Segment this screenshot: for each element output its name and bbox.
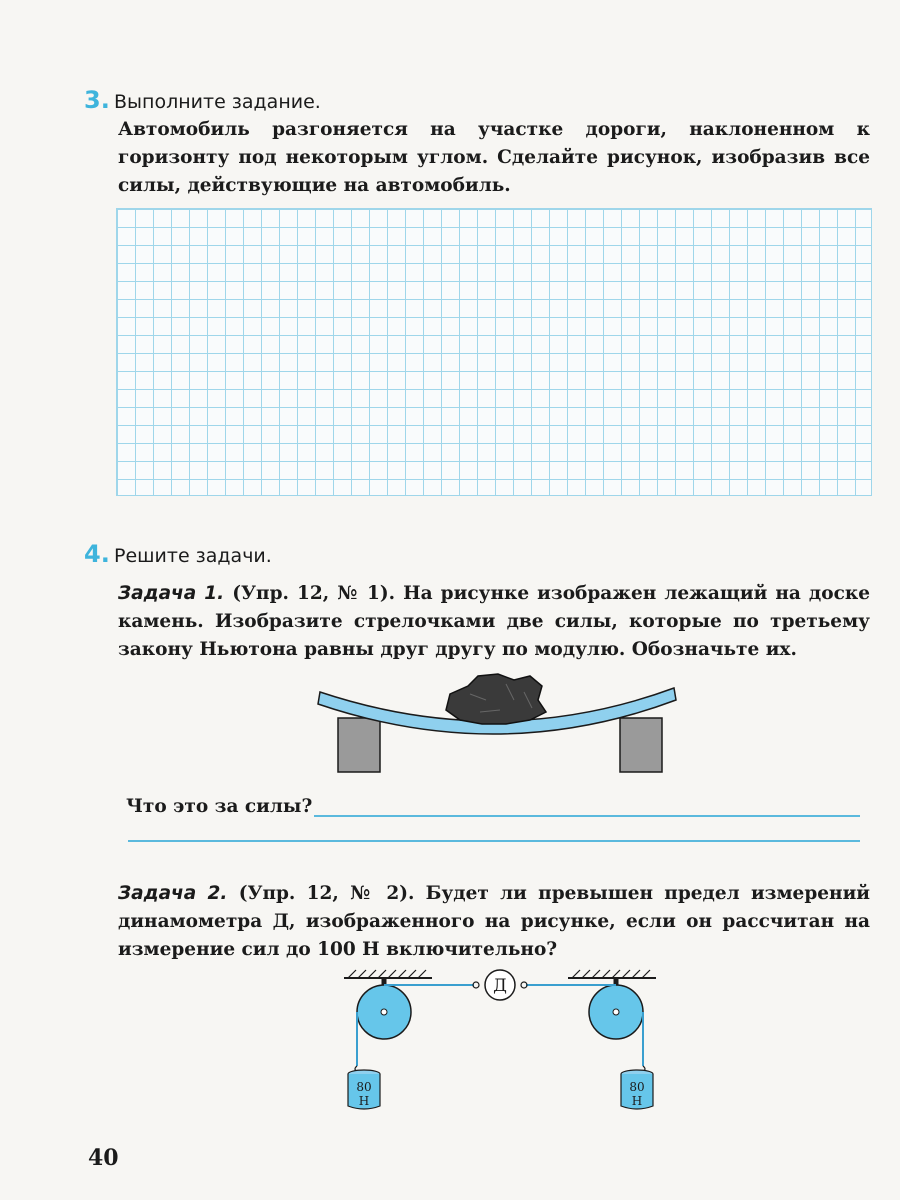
pulley-dynamometer-figure bbox=[340, 968, 660, 1118]
right-weight-value: 80 bbox=[629, 1080, 645, 1094]
problem1-label: Задача 1. bbox=[118, 583, 225, 604]
stone bbox=[446, 674, 546, 724]
left-weight-unit: Н bbox=[358, 1094, 370, 1108]
right-weight-unit: Н bbox=[631, 1094, 643, 1108]
left-weight-value: 80 bbox=[356, 1080, 372, 1094]
task4-title: Решите задачи. bbox=[114, 545, 272, 567]
problem1-text bbox=[118, 580, 870, 664]
task3-text: Автомобиль разгоняется на участке дороги, наклоненном к горизонту под некоторым углом. Сделайте рисунок, изобразив все силы, действующие на автомобиль. bbox=[118, 119, 870, 196]
left-support bbox=[338, 718, 380, 772]
left-weight bbox=[348, 1070, 380, 1109]
problem2-body: (Упр. 12, № 2). Будет ли превышен предел измерений динамометра Д, изображенного на рисунке, если он рассчитан на измерение сил до 100 Н включительно? bbox=[118, 883, 871, 960]
right-support bbox=[620, 718, 662, 772]
stone-on-board-figure bbox=[310, 670, 680, 785]
answer-line-2[interactable] bbox=[128, 840, 860, 842]
task3-title: Выполните задание. bbox=[114, 91, 321, 113]
answer-line-1[interactable] bbox=[314, 815, 860, 817]
right-weight bbox=[621, 1070, 653, 1109]
problem1-body: (Упр. 12, № 1). На рисунке изображен лежащий на доске камень. Изобразите стрелочками две силы, которые по третьему закону Ньютона равны друг другу по модулю. Обозначьте их. bbox=[118, 583, 870, 660]
page-number: 40 bbox=[88, 1145, 119, 1171]
task3-heading bbox=[84, 86, 321, 114]
drawing-grid[interactable] bbox=[116, 208, 872, 496]
problem2-text bbox=[118, 880, 870, 964]
task4-number: 4. bbox=[84, 540, 110, 568]
dynamometer-label: Д bbox=[493, 976, 507, 996]
problem1-question: Что это за силы? bbox=[126, 796, 313, 817]
problem2-label: Задача 2. bbox=[118, 883, 228, 904]
task4-heading bbox=[84, 540, 272, 568]
task3-number: 3. bbox=[84, 86, 110, 114]
